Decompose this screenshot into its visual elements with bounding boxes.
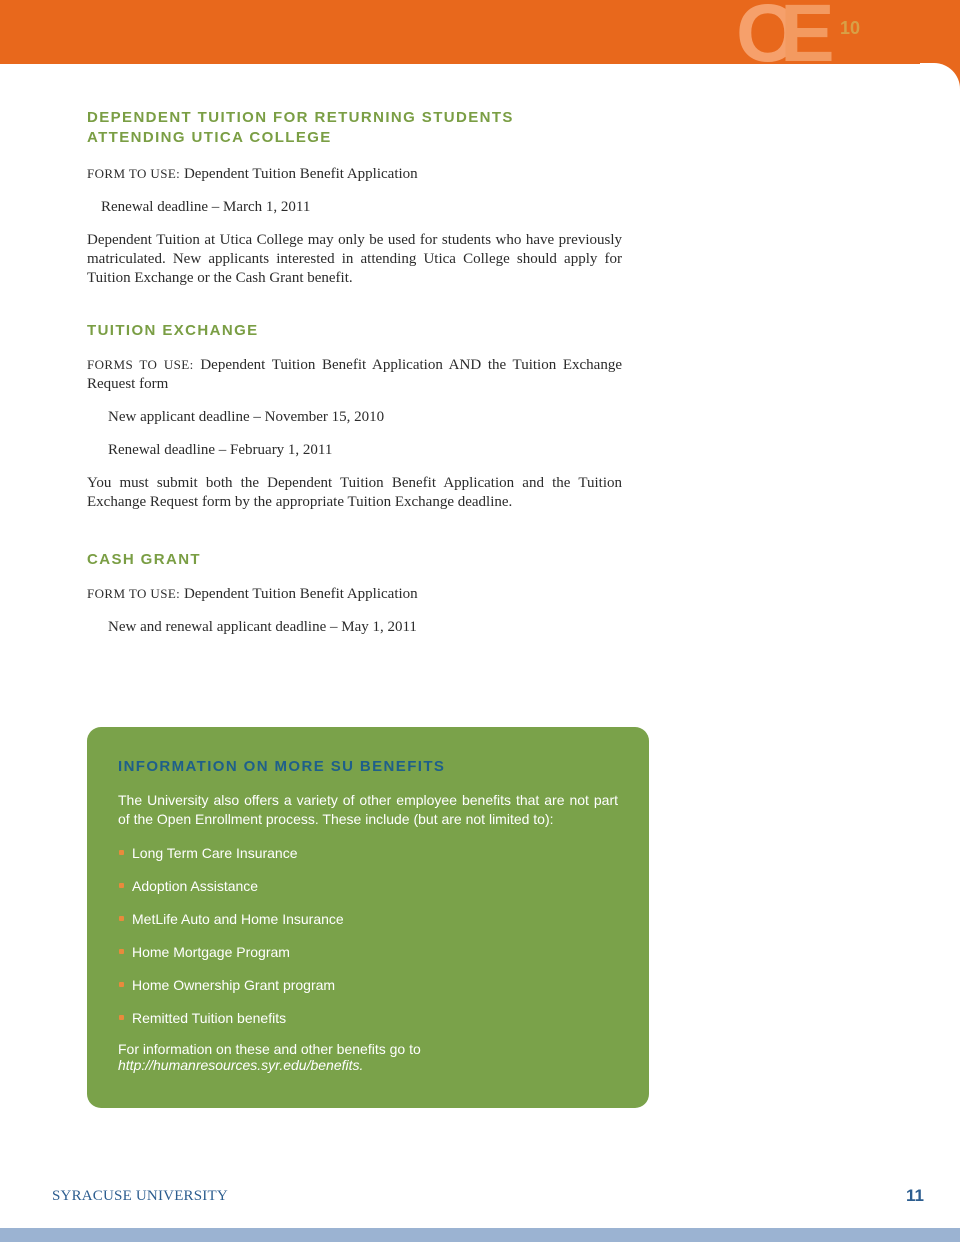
logo-letter-o: O	[736, 0, 796, 79]
section-heading: CASH GRANT	[87, 551, 201, 568]
list-item	[118, 909, 344, 942]
box-intro: The University also offers a variety of other employee benefits that are not part of the Open Enrollment process. These include (but are not limited to):	[118, 792, 618, 827]
deadline-item: Renewal deadline – February 1, 2011	[108, 442, 333, 458]
list-item-label: Home Mortgage Program	[132, 944, 290, 960]
section-paragraph: You must submit both the Dependent Tuition Benefit Application and the Tuition Exchange Request form by the appropriate Tuition Exchange deadline.	[87, 475, 622, 510]
list-item-label: Adoption Assistance	[132, 878, 259, 894]
box-heading: INFORMATION ON MORE SU BENEFITS	[118, 758, 446, 775]
form-label: FORM TO USE:	[87, 166, 181, 181]
list-item-label: Home Ownership Grant program	[132, 977, 336, 993]
footer-university-name: SYRACUSE UNIVERSITY	[52, 1188, 228, 1204]
section-cash-grant	[87, 550, 622, 637]
bullet-icon	[119, 850, 124, 855]
list-item	[118, 1008, 344, 1041]
form-to-use	[87, 584, 622, 604]
more-benefits-box	[87, 727, 649, 1108]
form-value: Dependent Tuition Benefit Application	[183, 166, 418, 182]
bullet-icon	[119, 883, 124, 888]
box-footer	[118, 1041, 649, 1073]
list-item	[118, 975, 344, 1008]
bullet-icon	[119, 916, 124, 921]
list-item	[118, 876, 344, 909]
deadline-item: New and renewal applicant deadline – May 1, 2011	[108, 619, 417, 635]
form-label: FORMS TO USE:	[87, 357, 194, 372]
list-item-label: MetLife Auto and Home Insurance	[132, 911, 344, 927]
box-footer-text: For information on these and other benefits go to	[118, 1041, 421, 1057]
main-content	[87, 108, 622, 637]
bullet-icon	[119, 982, 124, 987]
section-utica-college	[87, 108, 622, 288]
form-label: FORM TO USE:	[87, 586, 181, 601]
oe-logo	[736, 0, 876, 79]
list-item-label: Remitted Tuition benefits	[132, 1010, 287, 1026]
header-band-corner	[920, 63, 960, 103]
form-value: Dependent Tuition Benefit Application AND the Tuition Exchange Request form	[87, 357, 622, 392]
bullet-icon	[119, 1015, 124, 1020]
page-number: 11	[906, 1186, 924, 1205]
deadline-item: New applicant deadline – November 15, 2010	[108, 409, 385, 425]
logo-letter-e: E	[780, 0, 835, 79]
list-item-label: Long Term Care Insurance	[132, 845, 298, 861]
footer-band	[0, 1228, 960, 1242]
form-to-use	[87, 164, 622, 184]
section-paragraph: Dependent Tuition at Utica College may only be used for students who have previously matriculated. New applicants interested in attending Utica College should apply for Tuition Exchange or the Cash Grant benefit.	[87, 232, 622, 286]
deadline-item: Renewal deadline – March 1, 2011	[101, 199, 311, 215]
list-item	[118, 843, 344, 876]
section-heading: DEPENDENT TUITION FOR RETURNING STUDENTS ATTENDING UTICA COLLEGE	[87, 109, 514, 146]
list-item	[118, 942, 344, 975]
section-heading: TUITION EXCHANGE	[87, 322, 259, 339]
form-value: Dependent Tuition Benefit Application	[183, 586, 418, 602]
benefits-link[interactable]: http://humanresources.syr.edu/benefits.	[118, 1057, 364, 1073]
logo-year: 10	[840, 18, 861, 38]
benefits-list	[118, 843, 344, 1041]
section-tuition-exchange	[87, 321, 622, 512]
form-to-use	[87, 355, 622, 394]
bullet-icon	[119, 949, 124, 954]
